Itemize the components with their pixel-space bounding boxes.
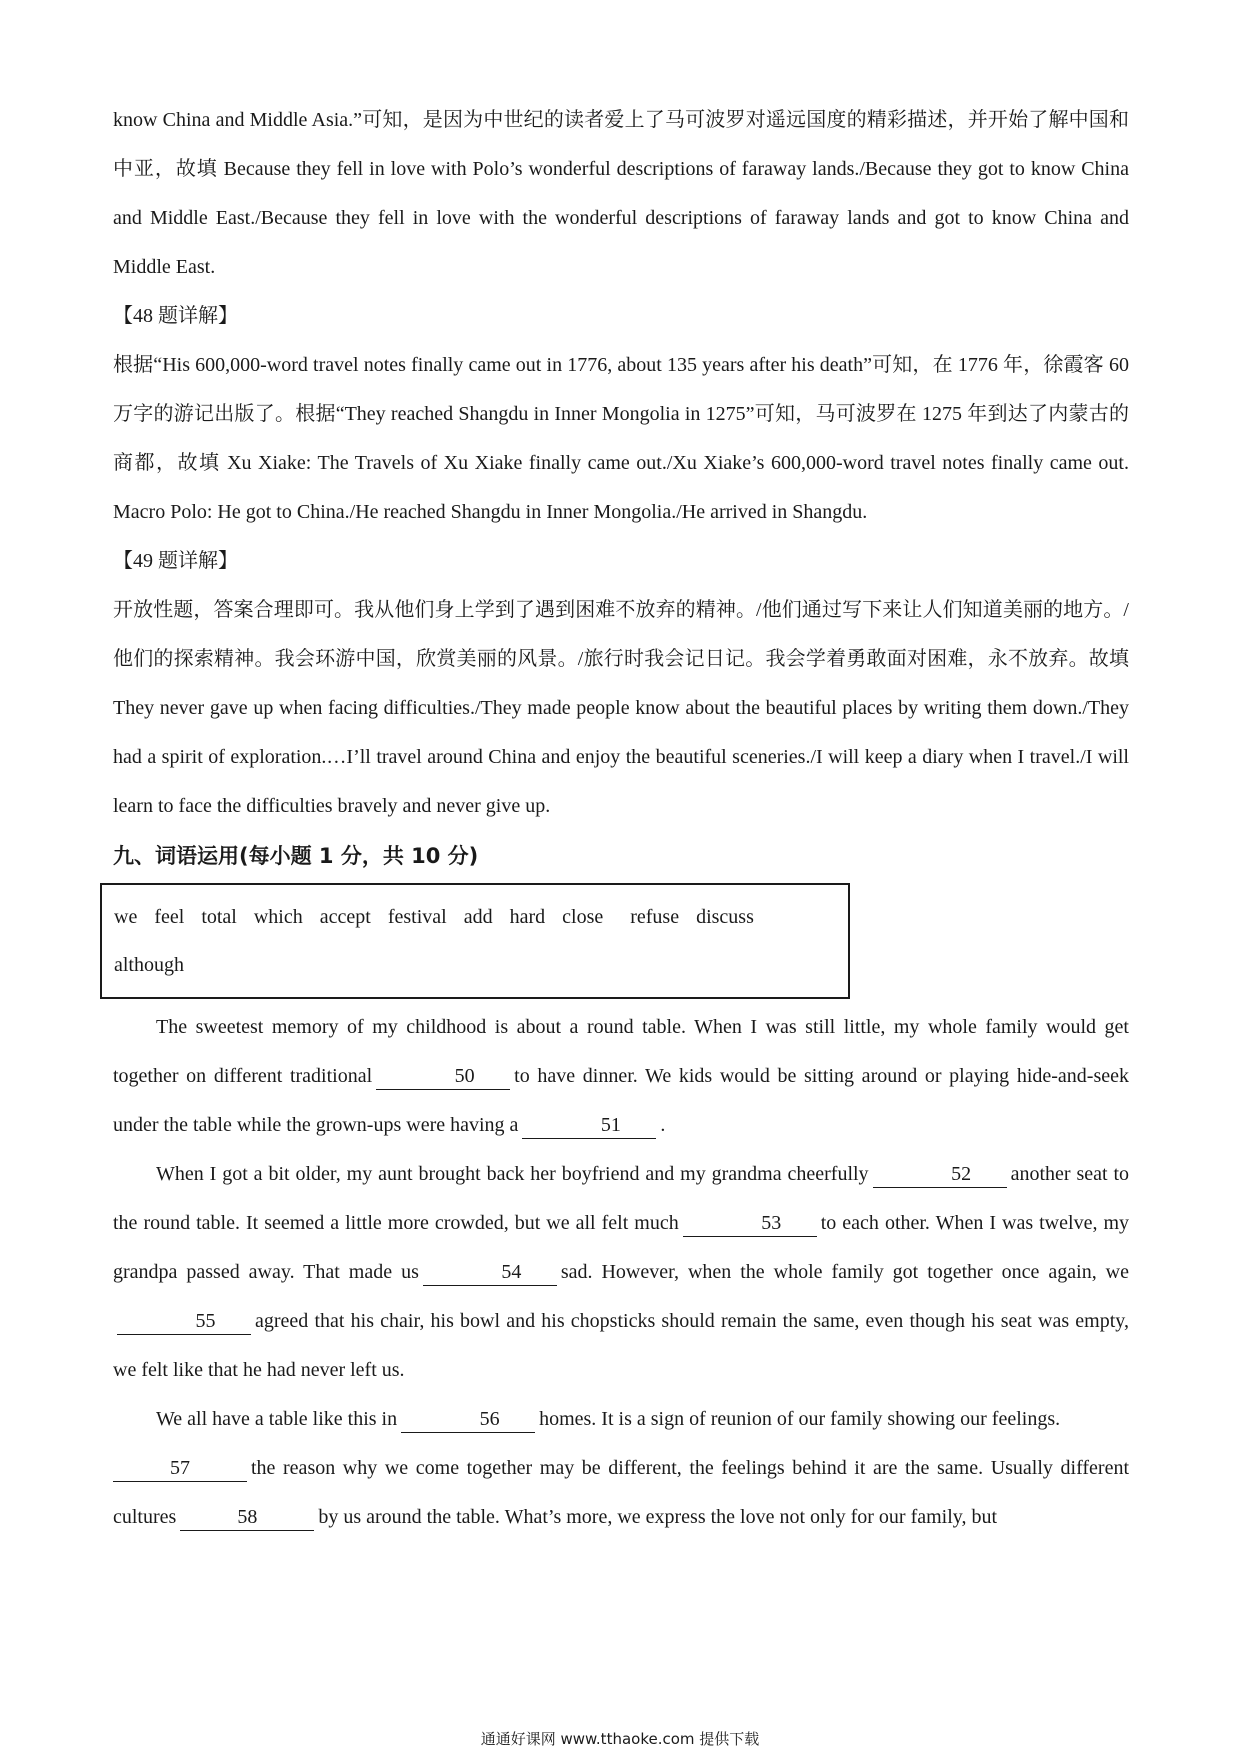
q48-heading: 【48 题详解】: [113, 305, 238, 327]
passage-text: agreed that his chair, his bowl and his chopsticks should remain the same, even though his seat was empty, we felt like that he had never left us.: [113, 1310, 1129, 1381]
blank-56[interactable]: 56: [401, 1406, 535, 1433]
word-bank-word: discuss: [696, 906, 754, 928]
document-page: [113, 96, 1129, 1542]
word-bank-row: [114, 941, 836, 989]
q49-heading: 【49 题详解】: [113, 550, 238, 572]
word-bank-word: close: [562, 906, 604, 928]
passage-text: to each other. When I was twelve, my grandpa passed away. That made us: [113, 1212, 1130, 1283]
blank-52[interactable]: 52: [873, 1161, 1007, 1188]
q49-paragraph: 开放性题，答案合理即可。我从他们身上学到了遇到困难不放弃的精神。/他们通过写下来让人们知道美丽的地方。/他们的探索精神。我会环游中国，欣赏美丽的风景。/旅行时我会记日记。我会学着勇敢面对困难，永不放弃。故填 They never gave up when facing difficulties./They made people know about the beautiful places by writing them down./They had a spirit of exploration.…I’ll travel around China and enjoy the beautiful sceneries./I will keep a diary when I travel./I will learn to face the difficulties bravely and never give up.: [113, 599, 1129, 817]
blank-51[interactable]: 51: [522, 1112, 656, 1139]
continuation-paragraph: know China and Middle Asia.”可知，是因为中世纪的读者爱上了马可波罗对遥远国度的精彩描述，并开始了解中国和中亚，故填 Because they fell in love with Polo’s wonderful descriptions of faraway lands./Because they got to know China and Middle East./Because they fell in love with the wonderful descriptions of faraway lands and got to know China and Middle East.: [113, 109, 1129, 278]
word-bank-word: we: [114, 906, 138, 928]
passage-text: .: [660, 1114, 666, 1136]
blank-54[interactable]: 54: [423, 1259, 557, 1286]
passage-paragraph-1: [113, 1003, 1129, 1150]
word-bank-word: add: [463, 906, 493, 928]
word-bank-word: festival: [387, 906, 447, 928]
passage-text: When I got a bit older, my aunt brought back her boyfriend and my grandma cheerfully: [156, 1163, 869, 1185]
word-bank-word: hard: [509, 906, 546, 928]
passage-paragraph-2: [113, 1150, 1129, 1395]
passage-text: the reason why we come together may be different, the feelings behind it are the same. Usually different cultures: [113, 1457, 1129, 1528]
section-title: 九、词语运用(每小题 1 分，共 10 分): [113, 844, 479, 868]
blank-55[interactable]: 55: [117, 1308, 251, 1335]
blank-50[interactable]: 50: [376, 1063, 510, 1090]
passage-text: We all have a table like this in: [156, 1408, 398, 1430]
passage-text: The sweetest memory of my childhood is about a round table. When I was still little, my whole family would get together on different traditional: [113, 1016, 1129, 1087]
passage-text: homes. It is a sign of reunion of our family showing our feelings.: [539, 1408, 1061, 1430]
q48-paragraph: 根据“His 600,000-word travel notes finally came out in 1776, about 135 years after his death”可知，在 1776 年，徐霞客 60 万字的游记出版了。根据“They reached Shangdu in Inner Mongolia in 1275”可知，马可波罗在 1275 年到达了内蒙古的商都，故填 Xu Xiake: The Travels of Xu Xiake finally came out./Xu Xiake’s 600,000-word travel notes finally came out. Macro Polo: He got to China./He reached Shangdu in Inner Mongolia./He arrived in Shangdu.: [113, 354, 1129, 523]
word-bank-word: total: [201, 906, 237, 928]
passage-text: by us around the table. What’s more, we express the love not only for our family, but: [318, 1506, 998, 1528]
word-bank-word: although: [114, 954, 184, 976]
blank-58[interactable]: 58: [180, 1504, 314, 1531]
word-bank-word: feel: [154, 906, 185, 928]
passage-paragraph-3-cont: [113, 1444, 1129, 1542]
word-bank-word: refuse: [630, 906, 680, 928]
word-bank-word: which: [253, 906, 303, 928]
word-bank-row: [114, 893, 836, 941]
blank-53[interactable]: 53: [683, 1210, 817, 1237]
passage-text: to have dinner. We kids would be sitting around or playing hide-and-seek under the table while the grown-ups were having a: [113, 1065, 1129, 1136]
passage-text: sad. However, when the whole family got together once again, we: [560, 1261, 1130, 1283]
page-footer: 通通好课网 www.tthaoke.com 提供下载: [480, 1730, 760, 1748]
passage-paragraph-3: [113, 1395, 1129, 1444]
passage-text: another seat to the round table. It seemed a little more crowded, but we all felt much: [113, 1163, 1129, 1234]
blank-57[interactable]: 57: [113, 1455, 247, 1482]
word-bank-word: accept: [319, 906, 371, 928]
word-bank: [100, 883, 850, 999]
